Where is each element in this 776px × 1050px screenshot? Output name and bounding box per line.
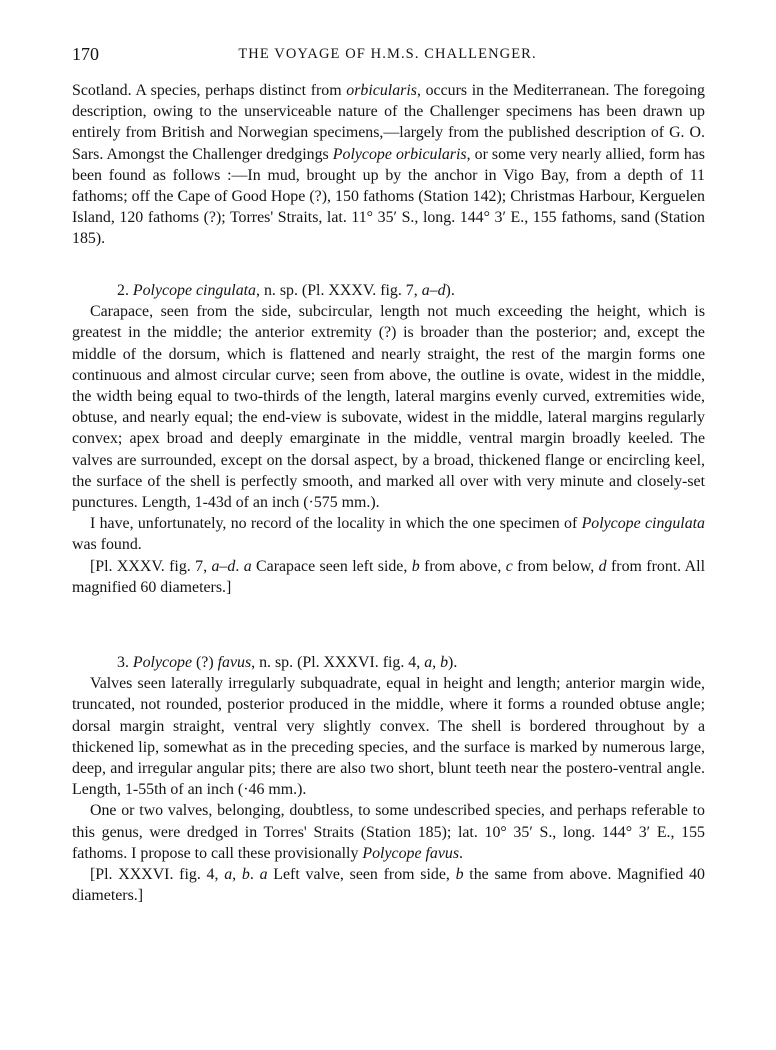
text-run: . [249, 866, 260, 884]
intro-paragraph [72, 80, 705, 250]
intro-text-1: Scotland. A species, perhaps distinct from [72, 82, 347, 99]
text-run: favus [217, 654, 252, 671]
species-2-locality [72, 513, 705, 555]
species-2-name: Polycope cingulata [132, 282, 257, 299]
text-run: a, b [424, 654, 449, 671]
text-run: was found. [72, 536, 142, 554]
species-2-description: Carapace, seen from the side, subcircular, length not much exceeding the height, which is greatest in the middle; the anterior extremity (?) is broader than the posterior; and, except the middle of the dorsum, which is flattened and nearly straight, the rest of the margin forms one continuous and almost circular curve; seen from above, the outline is ovate, widest in the middle, the width being equal to two-thirds of the length, lateral margins evenly curved, extremities wide, obtuse, and nearly equal; the end-view is subovate, widest in the middle, lateral margins regularly convex; apex broad and deeply emarginate in the middle, ventral margin broadly keeled. The valves are surrounded, except on the dorsal aspect, by a broad, thickened flange or encircling keel, the surface of the shell is perfectly smooth, and marked all over with very minute and closely-set punctures. Length, 1-43d of an inch (·575 mm.). [72, 303, 705, 512]
intro-text-2: , occurs in the Mediterranean. The foregoing description, owing to the unserviceable nature of the Challenger specimens has been drawn up entirely from British and Norwegian specimens,—largely from the published description of G. O. Sars. Amongst the Challenger dredgings [72, 82, 705, 163]
text-run: Left valve, seen from side, [267, 866, 456, 884]
species-2-section [72, 280, 705, 598]
text-run: from above, [419, 557, 506, 575]
text-run: a–d [211, 557, 236, 575]
text-run: . [235, 557, 244, 575]
species-3-heading [72, 652, 705, 673]
text-run: b [411, 557, 420, 575]
intro-italic-2: Polycope orbicularis [332, 145, 467, 163]
text-run: I have, unfortunately, no record of the locality in which the one specimen of [90, 515, 582, 533]
text-run: One or two valves, belonging, doubtless, to some undescribed species, and perhaps referable to this genus, were dredged in Torres' Straits (Station 185); lat. 10° 35′ S., long. 144° 3′ E., 155 fathoms. I propose to call these provisionally [72, 802, 705, 862]
species-3-plate-caption [72, 864, 705, 906]
text-run: Carapace seen left side, [251, 557, 412, 575]
text-run: a–d [421, 282, 446, 299]
text-run: d [598, 557, 607, 575]
text-run: a [243, 557, 252, 575]
intro-text-3: , or some very nearly allied, form has been found as follows :—In mud, brought up by the anchor in Vigo Bay, from a depth of 11 fathoms; off the Cape of Good Hope (?), 150 fathoms (Station 142); Christmas Harbour, Kerguelen Island, 120 fathoms (?); Torres' Straits, lat. 11° 35′ S., long. 144° 3′ E., 155 fathoms, sand (Station 185). [72, 145, 705, 248]
species-3-section [72, 652, 705, 906]
text-run: Polycope favus [362, 844, 460, 862]
text-run: from below, [512, 557, 599, 575]
running-title: THE VOYAGE OF H.M.S. CHALLENGER. [238, 46, 537, 62]
text-run: 3. [117, 654, 133, 671]
page-number: 170 [72, 44, 99, 64]
running-header [72, 44, 703, 68]
text-run: 2. [117, 282, 133, 299]
species-3-name: Polycope [132, 654, 193, 671]
species-2-plate-caption [72, 556, 705, 598]
text-run: b [455, 866, 464, 884]
species-2-heading [72, 280, 705, 301]
text-run: c [505, 557, 513, 575]
text-run: from front. All magnified 60 diameters.] [72, 557, 705, 596]
text-run: (?) [192, 654, 218, 671]
text-run: ). [448, 654, 458, 671]
text-run: Polycope cingulata [581, 515, 706, 533]
text-run: a [259, 866, 268, 884]
species-3-locality [72, 800, 705, 864]
text-run: the same from above. Magnified 40 diameters.] [72, 866, 705, 905]
text-run: , n. sp. (Pl. XXXV. fig. 7, [256, 282, 422, 299]
text-run: , n. sp. (Pl. XXXVI. fig. 4, [251, 654, 425, 671]
text-run: [Pl. XXXV. fig. 7, [90, 557, 212, 575]
text-run: . [459, 844, 464, 862]
text-run: [Pl. XXXVI. fig. 4, [90, 866, 225, 884]
text-run: a, b [224, 866, 250, 884]
species-3-description: Valves seen laterally irregularly subquadrate, equal in height and length; anterior margin wide, truncated, not rounded, posterior produced in the middle, where it forms a rounded obtuse angle; dorsal margin straight, ventral very slightly convex. The shell is bordered throughout by a thickened lip, somewhat as in the preceding species, and the surface is marked by numerous large, deep, and irregular angular pits; there are also two short, blunt teeth near the postero-ventral angle. Length, 1-55th of an inch (·46 mm.). [72, 675, 705, 799]
text-run: ). [445, 282, 455, 299]
intro-italic-1: orbicularis [346, 82, 417, 99]
